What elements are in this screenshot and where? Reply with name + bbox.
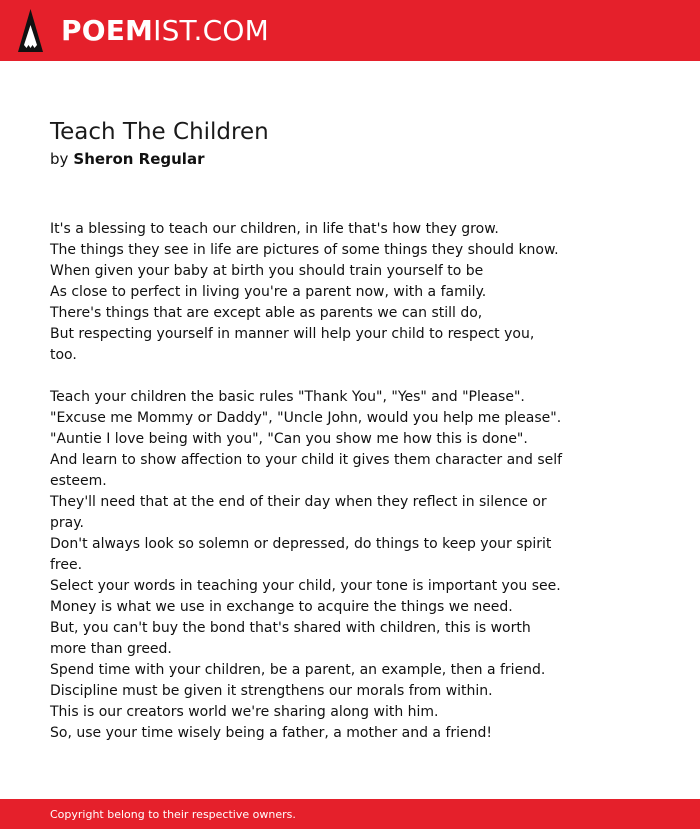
poem-body — [50, 219, 565, 744]
poem-line: There's things that are except able as parents we can still do, — [50, 305, 483, 321]
poem-line: "Excuse me Mommy or Daddy", "Uncle John, would you help me please". — [50, 410, 562, 426]
poem-line: But respecting yourself in manner will help your child to respect you, too. — [50, 326, 535, 363]
poem-line: And learn to show affection to your child it gives them character and self esteem. — [50, 452, 563, 489]
poem-line: The things they see in life are pictures of some things they should know. — [50, 242, 559, 258]
copyright-notice: Copyright belong to their respective owners. — [50, 808, 296, 821]
poem-stanza-2 — [50, 387, 565, 744]
poem-line: As close to perfect in living you're a parent now, with a family. — [50, 284, 487, 300]
pencil-tip-icon — [18, 9, 43, 52]
brand-bold-text: POEM — [61, 14, 154, 47]
poem-line: Discipline must be given it strengthens our morals from within. — [50, 683, 493, 699]
poem-line: Don't always look so solemn or depressed, do things to keep your spirit free. — [50, 536, 552, 573]
poem-line: When given your baby at birth you should train yourself to be — [50, 263, 484, 279]
site-logo-link[interactable] — [61, 11, 269, 51]
brand-light-text: IST.COM — [153, 14, 269, 47]
poem-line: "Auntie I love being with you", "Can you show me how this is done". — [50, 431, 528, 447]
poem-line: They'll need that at the end of their day when they reflect in silence or pray. — [50, 494, 547, 531]
poem-line: It's a blessing to teach our children, in life that's how they grow. — [50, 221, 499, 237]
poem-line: Money is what we use in exchange to acquire the things we need. — [50, 599, 513, 615]
poem-line: But, you can't buy the bond that's shared with children, this is worth more than greed. — [50, 620, 531, 657]
by-label: by — [50, 150, 69, 168]
site-footer — [0, 799, 700, 829]
byline — [50, 149, 204, 169]
poem-line: Teach your children the basic rules "Thank You", "Yes" and "Please". — [50, 389, 525, 405]
author-name: Sheron Regular — [73, 150, 205, 168]
poem-stanza-1 — [50, 219, 565, 366]
poem-title: Teach The Children — [50, 119, 269, 145]
poem-line: Spend time with your children, be a parent, an example, then a friend. — [50, 662, 546, 678]
poem-line: This is our creators world we're sharing along with him. — [50, 704, 439, 720]
site-header — [0, 0, 700, 61]
poem-line: So, use your time wisely being a father, a mother and a friend! — [50, 725, 493, 741]
poem-line: Select your words in teaching your child, your tone is important you see. — [50, 578, 561, 594]
